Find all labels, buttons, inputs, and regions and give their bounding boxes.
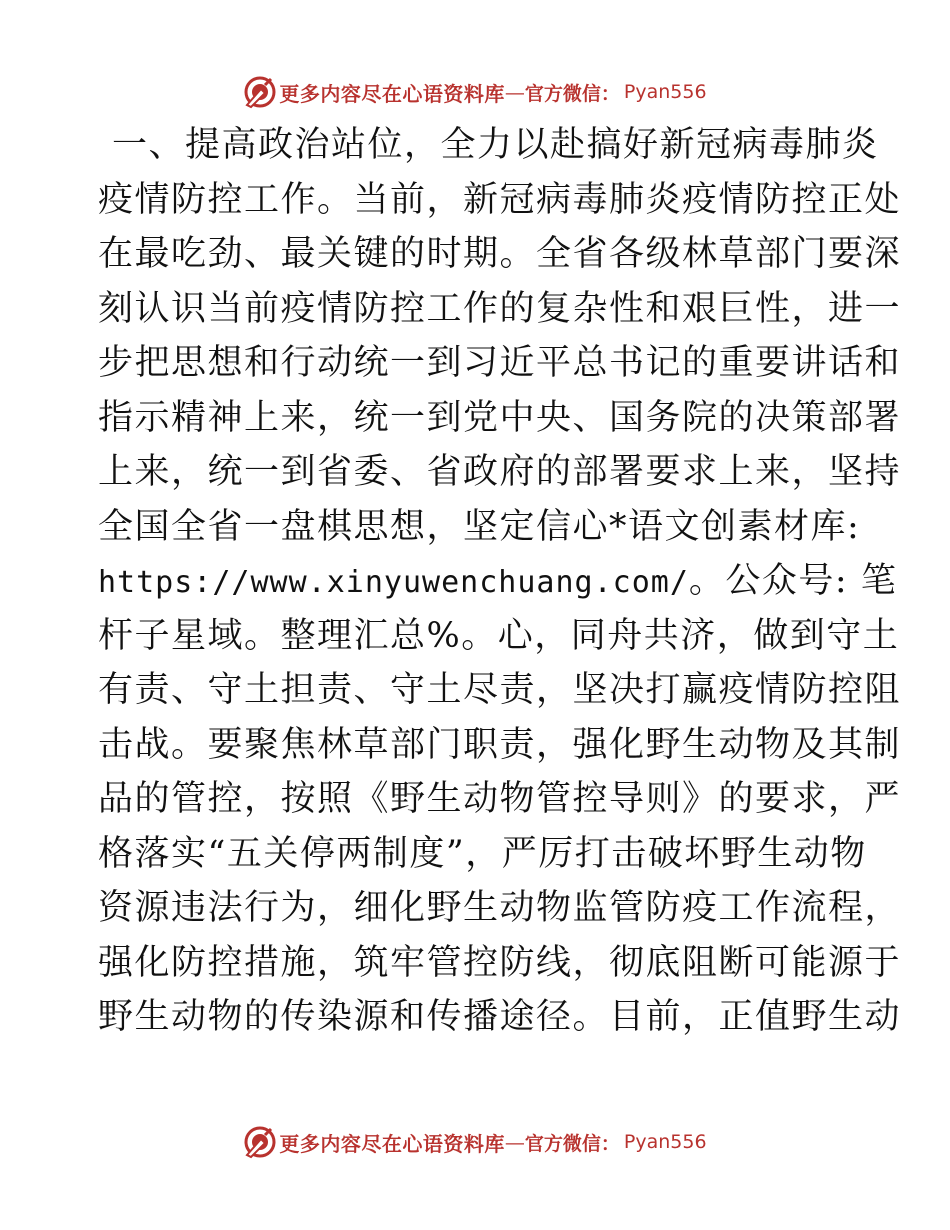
body-line: 一、提高政治站位，全力以赴搞好新冠病毒肺炎 xyxy=(112,125,879,165)
document-body xyxy=(98,118,902,1045)
footer-banner xyxy=(0,1122,950,1162)
body-line: 品的管控，按照《野生动物管控导则》的要求，严 xyxy=(98,779,902,819)
pen-circle-logo-icon xyxy=(243,75,277,109)
banner-separator: — xyxy=(504,80,525,104)
body-line: 强化防控措施，筑牢管控防线，彻底阻断可能源于 xyxy=(98,942,902,983)
body-url-line xyxy=(98,554,898,609)
body-line: 上来，统一到省委、省政府的部署要求上来，坚持 xyxy=(98,452,902,492)
body-line: 格落实“五关停两制度”，严厉打击破坏野生动物 xyxy=(98,833,867,874)
banner-wechat-label: 官方微信： xyxy=(524,1132,620,1155)
banner-title: 更多内容尽在心语资料库 xyxy=(279,1131,505,1156)
body-line: 指示精神上来，统一到党中央、国务院的决策部署 xyxy=(98,397,902,438)
banner-wechat-label: 官方微信： xyxy=(524,82,620,105)
body-line: 资源违法行为，细化野生动物监管防疫工作流程， xyxy=(98,888,902,928)
pen-circle-logo-icon xyxy=(243,1125,277,1159)
body-line: 击战。要聚焦林草部门职责，强化野生动物及其制 xyxy=(98,724,902,765)
body-line: 疫情防控工作。当前，新冠病毒肺炎疫情防控正处 xyxy=(98,179,902,220)
body-line: 在最吃劲、最关键的时期。全省各级林草部门要深 xyxy=(98,234,902,274)
body-line: 有责、守土担责、守土尽责，坚决打赢疫情防控阻 xyxy=(98,670,902,710)
body-line: 野生动物的传染源和传播途径。目前，正值野生动 xyxy=(98,997,902,1037)
body-url: https://www.xinyuwenchuang.com/ xyxy=(98,565,689,600)
body-url-suffix: 。公众号: 笔 xyxy=(688,561,898,601)
header-banner xyxy=(0,72,950,112)
body-line: 步把思想和行动统一到习近平总书记的重要讲话和 xyxy=(98,343,902,383)
banner-wechat-id: Pyan556 xyxy=(623,1131,707,1153)
body-line: 刻认识当前疫情防控工作的复杂性和艰巨性，进一 xyxy=(98,288,902,329)
body-line: 杆子星域。整理汇总%。心，同舟共济，做到守土 xyxy=(98,615,900,656)
body-line: 全国全省一盘棋思想，坚定信心*语文创素材库: xyxy=(98,506,861,547)
banner-title: 更多内容尽在心语资料库 xyxy=(279,81,505,106)
banner-separator: — xyxy=(504,1130,525,1154)
banner-wechat-id: Pyan556 xyxy=(623,81,707,103)
